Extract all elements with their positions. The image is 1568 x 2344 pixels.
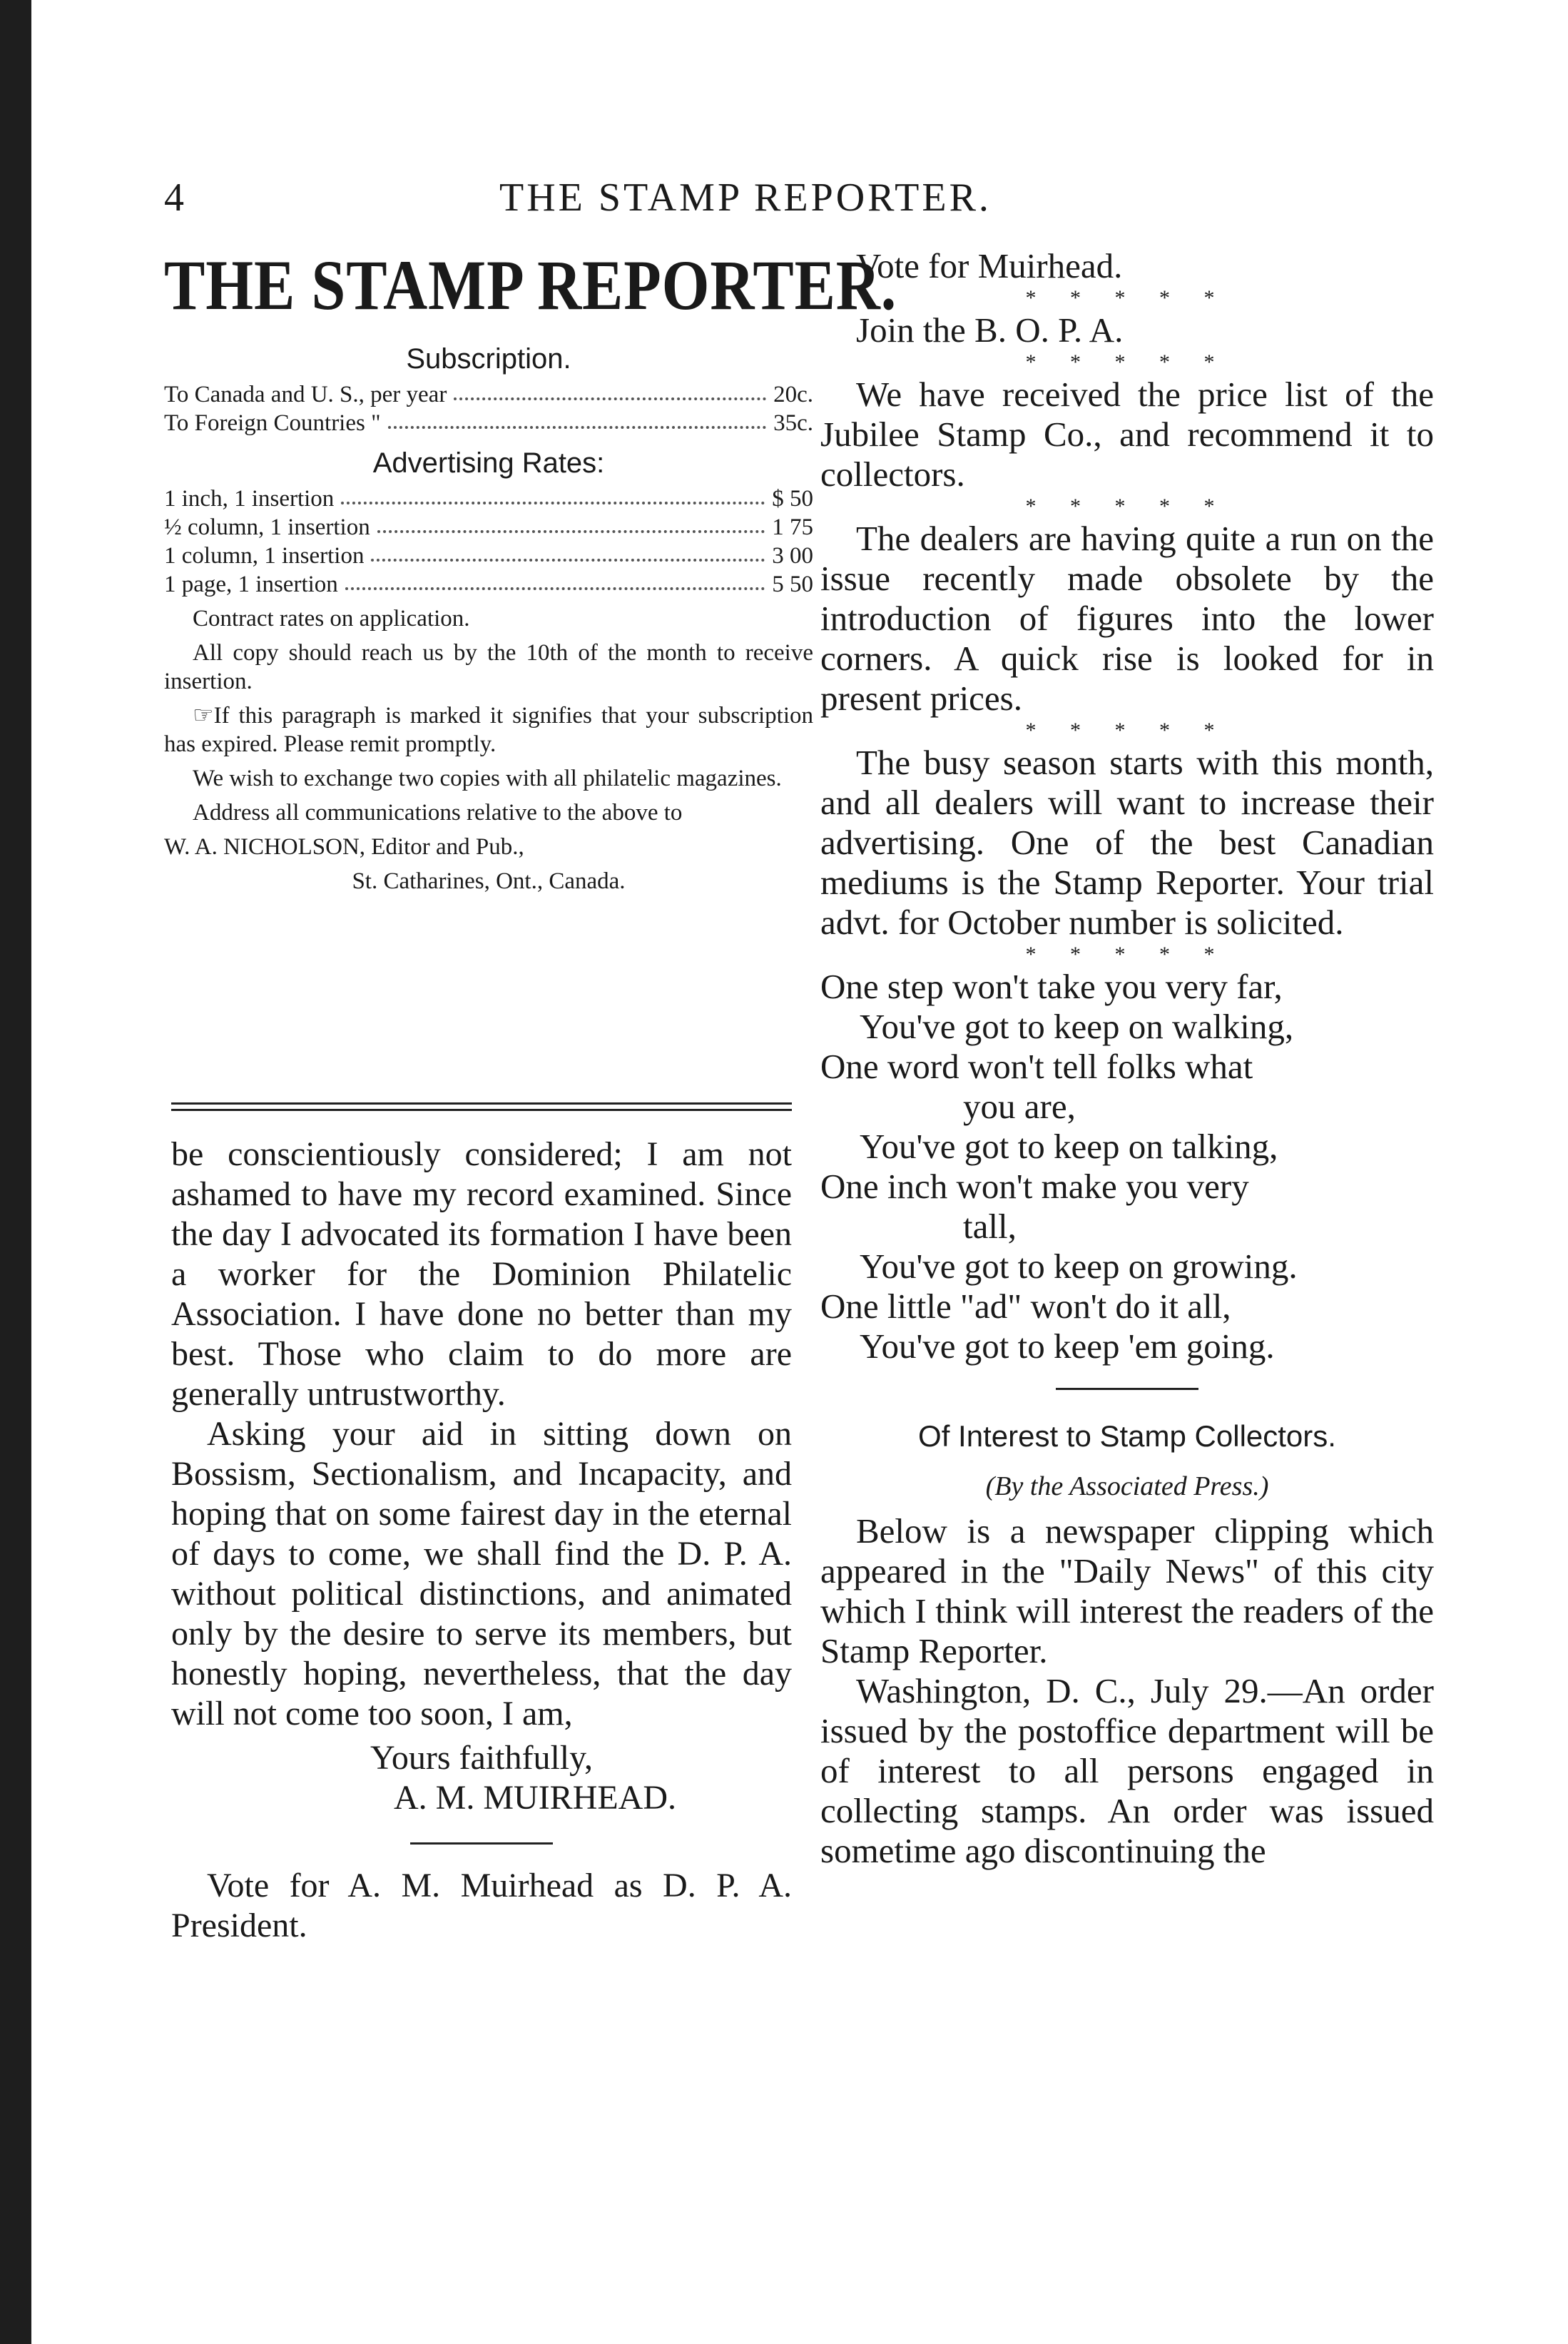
star-separator: * * * * *	[1025, 286, 1229, 310]
poem-line: You've got to keep 'em going.	[860, 1326, 1275, 1366]
address-note: Address all communications relative to the above to	[193, 800, 683, 826]
news-item: We have received the price list of the Jubilee Stamp Co., and recommend it to collectors.	[820, 375, 1434, 494]
right-column	[820, 246, 1434, 1871]
rate-row	[164, 570, 813, 599]
poem-line: One little "ad" won't do it all,	[820, 1287, 1231, 1326]
star-separator: * * * * *	[1025, 719, 1229, 742]
poem-line: You've got to keep on walking,	[860, 1007, 1294, 1046]
rate-label: 1 column, 1 insertion	[164, 543, 365, 569]
leader-dots	[345, 570, 765, 590]
poem-line: tall,	[963, 1207, 1017, 1246]
advertising-heading: Advertising Rates:	[372, 447, 605, 479]
article-heading: Of Interest to Stamp Collectors.	[918, 1419, 1336, 1453]
rate-row	[164, 542, 813, 570]
article-dispatch: Washington, D. C., July 29.—An order issued by the postoffice department will be of interest to all persons engaged in collecting stamps. An order was issued sometime ago discontinuing the	[820, 1671, 1434, 1870]
subscription-row	[164, 409, 813, 437]
subscription-label: To Foreign Countries "	[164, 410, 381, 436]
rate-value: 5 50	[772, 572, 813, 597]
ornament-rule	[410, 1842, 553, 1845]
rate-label: 1 inch, 1 insertion	[164, 486, 335, 512]
article-byline: (By the Associated Press.)	[985, 1471, 1269, 1501]
exchange-note: We wish to exchange two copies with all philatelic magazines.	[193, 766, 782, 791]
poem-line: One inch won't make you very	[820, 1167, 1249, 1206]
star-separator: * * * * *	[1025, 943, 1229, 966]
poem-line: One step won't take you very far,	[820, 967, 1283, 1006]
letter-body	[171, 1135, 792, 1946]
rate-row	[164, 484, 813, 513]
rate-row	[164, 513, 813, 542]
running-title: THE STAMP REPORTER.	[499, 176, 992, 220]
letter-signature: A. M. MUIRHEAD.	[394, 1779, 676, 1817]
article-intro: Below is a newspaper clipping which appeared in the "Daily News" of this city which I think will interest the readers of the Stamp Reporter.	[820, 1511, 1434, 1670]
poem-line: One word won't tell folks what	[820, 1047, 1253, 1086]
rate-value: 3 00	[772, 543, 813, 569]
section-divider	[171, 1102, 792, 1111]
poem-line: you are,	[963, 1087, 1076, 1126]
news-item: The dealers are having quite a run on the issue recently made obsolete by the introduction of figures into the lower corners. A quick rise is looked for in present prices.	[820, 519, 1434, 718]
news-item: Join the B. O. P. A.	[856, 310, 1124, 350]
star-separator: * * * * *	[1025, 494, 1229, 518]
poem	[820, 967, 1434, 1366]
rate-label: ½ column, 1 insertion	[164, 514, 370, 540]
page-number: 4	[164, 176, 187, 220]
poem-line: You've got to keep on growing.	[860, 1247, 1298, 1286]
rate-value: 1 75	[772, 514, 813, 540]
vote-line: Vote for A. M. Muirhead as D. P. A. President.	[171, 1867, 792, 1944]
news-item: Vote for Muirhead.	[856, 246, 1123, 285]
star-separator: * * * * *	[1025, 350, 1229, 374]
leader-dots	[341, 484, 765, 504]
letter-paragraph: Asking your aid in sitting down on Bossism, Sectionalism, and Incapacity, and hoping that on some fairest day in the eternal of days to come, we shall find the D. P. A. without political distinctions, and animated only by the desire to serve its members, but honestly hoping, nevertheless, that the day will not come too soon, I am,	[171, 1415, 792, 1732]
page-spine-shadow	[0, 0, 31, 2344]
masthead	[164, 245, 897, 896]
letter-closing: Yours faithfully,	[370, 1739, 594, 1777]
page-header	[164, 175, 1448, 239]
leader-dots	[388, 409, 767, 429]
contract-note: Contract rates on application.	[193, 606, 470, 631]
rate-label: 1 page, 1 insertion	[164, 572, 338, 597]
rate-value: $ 50	[772, 486, 813, 512]
leader-dots	[371, 542, 765, 562]
location-line: St. Catharines, Ont., Canada.	[352, 868, 626, 894]
copy-note: All copy should reach us by the 10th of the month to receive insertion.	[164, 640, 813, 694]
editor-line: W. A. NICHOLSON, Editor and Pub.,	[164, 834, 524, 860]
subscription-row	[164, 380, 813, 409]
letter-paragraph: be conscientiously considered; I am not ashamed to have my record examined. Since the day I advocated its formation I have been a worker for the Dominion Philatelic Association. I have done no better than my best. Those who claim to do more are generally untrustworthy.	[171, 1135, 792, 1413]
ornament-rule	[1056, 1388, 1198, 1390]
expired-note: ☞If this paragraph is marked it signifies that your subscription has expired. Please remit promptly.	[164, 703, 813, 757]
subscription-value: 35c.	[773, 410, 813, 436]
news-item: The busy season starts with this month, and all dealers will want to increase their advertising. One of the best Canadian mediums is the Stamp Reporter. Your trial advt. for October number is solicited.	[820, 743, 1434, 942]
leader-dots	[377, 513, 765, 533]
subscription-value: 20c.	[773, 382, 813, 407]
leader-dots	[454, 380, 766, 400]
subscription-heading: Subscription.	[406, 343, 571, 375]
masthead-title: THE STAMP REPORTER.	[164, 245, 897, 325]
poem-line: You've got to keep on talking,	[860, 1127, 1278, 1166]
subscription-label: To Canada and U. S., per year	[164, 382, 447, 407]
